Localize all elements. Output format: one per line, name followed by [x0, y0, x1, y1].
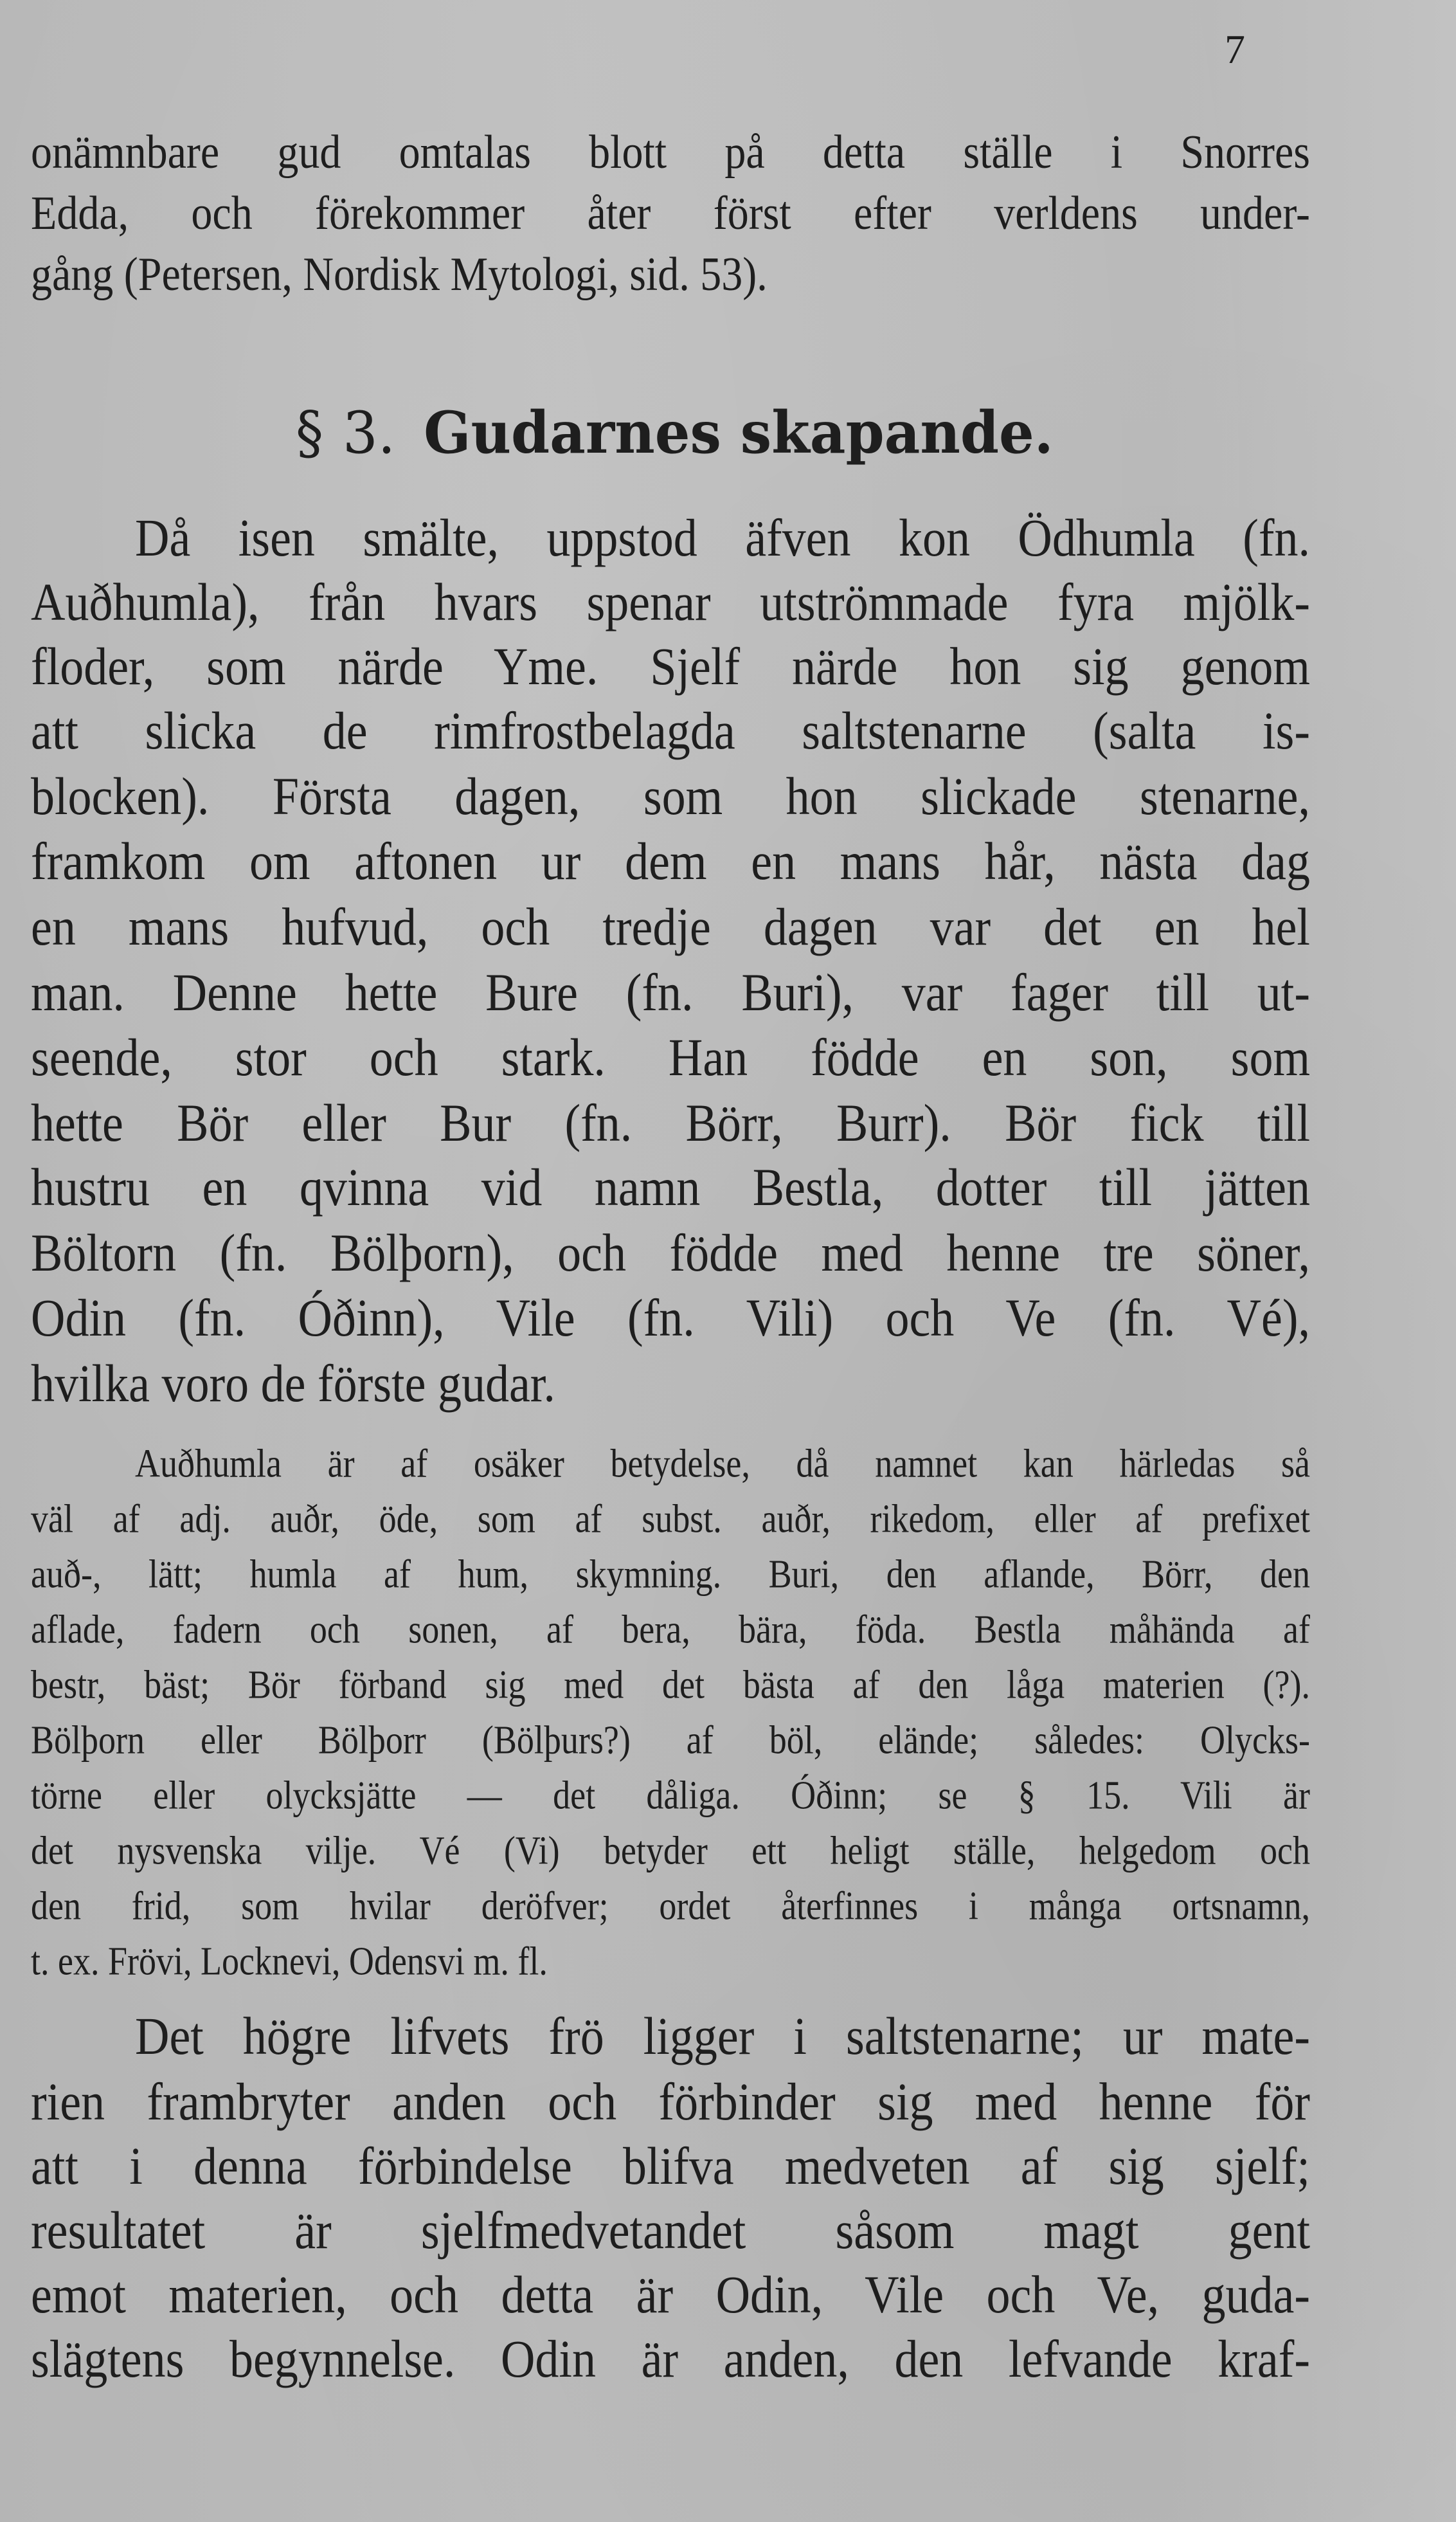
footnote-line: t. ex. Frövi, Locknevi, Odensvi m. fl.	[31, 1939, 548, 1984]
footnote-line: aflade, fadern och sonen, af bera, bära, föda. Bestla måhända af	[31, 1607, 1310, 1652]
paragraph-line: man. Denne hette Bure (fn. Buri), var fager till ut-	[31, 963, 1310, 1022]
paragraph-line: hustru en qvinna vid namn Bestla, dotter till jätten	[31, 1158, 1310, 1217]
paragraph-line: resultatet är sjelfmedvetandet såsom magt gent	[31, 2201, 1310, 2260]
paragraph-line: blocken). Första dagen, som hon slickade stenarne,	[31, 767, 1310, 826]
footnote-line: bestr, bäst; Bör förband sig med det bästa af den låga materien (?).	[31, 1662, 1310, 1707]
paragraph-line: Odin (fn. Óðinn), Vile (fn. Vili) och Ve (fn. Vé),	[31, 1289, 1310, 1348]
footnote-line: den frid, som hvilar deröfver; ordet återfinnes i många ortsnamn,	[31, 1883, 1310, 1928]
footnote-line: Bölþorn eller Bölþorr (Bölþurs?) af böl, elände; således: Olycks-	[31, 1718, 1310, 1763]
paragraph-line: Det högre lifvets frö ligger i saltstenarne; ur mate-	[135, 2007, 1310, 2066]
footnote-line: törne eller olycksjätte — det dåliga. Óðinn; se § 15. Vili är	[31, 1773, 1310, 1818]
footnote-line: väl af adj. auðr, öde, som af subst. auðr, rikedom, eller af prefixet	[31, 1496, 1310, 1541]
page-number: 7	[1225, 26, 1245, 72]
footnote-line: Auðhumla är af osäker betydelse, då namnet kan härledas så	[135, 1441, 1310, 1486]
paragraph-line: Då isen smälte, uppstod äfven kon Ödhumla (fn.	[135, 509, 1310, 568]
section-heading	[296, 399, 1054, 467]
paragraph-line: hvilka voro de förste gudar.	[31, 1354, 555, 1413]
paragraph-line: att slicka de rimfrostbelagda saltstenarne (salta is-	[31, 702, 1310, 761]
footnote-line: det nysvenska vilje. Vé (Vi) betyder ett heligt ställe, helgedom och	[31, 1828, 1310, 1873]
paragraph-line: seende, stor och stark. Han födde en son, som	[31, 1028, 1310, 1087]
intro-line: gång (Petersen, Nordisk Mytologi, sid. 53).	[31, 248, 768, 301]
paragraph-line: slägtens begynnelse. Odin är anden, den lefvande kraf-	[31, 2330, 1310, 2389]
section-symbol: §	[296, 399, 323, 467]
paragraph-line: Böltorn (fn. Bölþorn), och födde med henne tre söner,	[31, 1224, 1310, 1283]
paragraph-line: rien frambryter anden och förbinder sig med henne för	[31, 2073, 1310, 2132]
section-number: 3.	[343, 399, 396, 467]
intro-line: Edda, och förekommer åter först efter verldens under-	[31, 187, 1310, 240]
paragraph-line: att i denna förbindelse blifva medveten af sig sjelf;	[31, 2137, 1310, 2196]
section-title: Gudarnes skapande.	[424, 399, 1054, 467]
intro-line: onämnbare gud omtalas blott på detta ställe i Snorres	[31, 126, 1310, 179]
paragraph-line: floder, som närde Yme. Sjelf närde hon sig genom	[31, 637, 1310, 696]
footnote-line: auð-, lätt; humla af hum, skymning. Buri, den aflande, Börr, den	[31, 1552, 1310, 1597]
paragraph-line: emot materien, och detta är Odin, Vile och Ve, guda-	[31, 2265, 1310, 2325]
paragraph-line: en mans hufvud, och tredje dagen var det en hel	[31, 898, 1310, 957]
paragraph-line: hette Bör eller Bur (fn. Börr, Burr). Bör fick till	[31, 1094, 1310, 1153]
paragraph-line: Auðhumla), från hvars spenar utströmmade fyra mjölk-	[31, 573, 1310, 632]
paragraph-line: framkom om aftonen ur dem en mans hår, nästa dag	[31, 832, 1310, 891]
